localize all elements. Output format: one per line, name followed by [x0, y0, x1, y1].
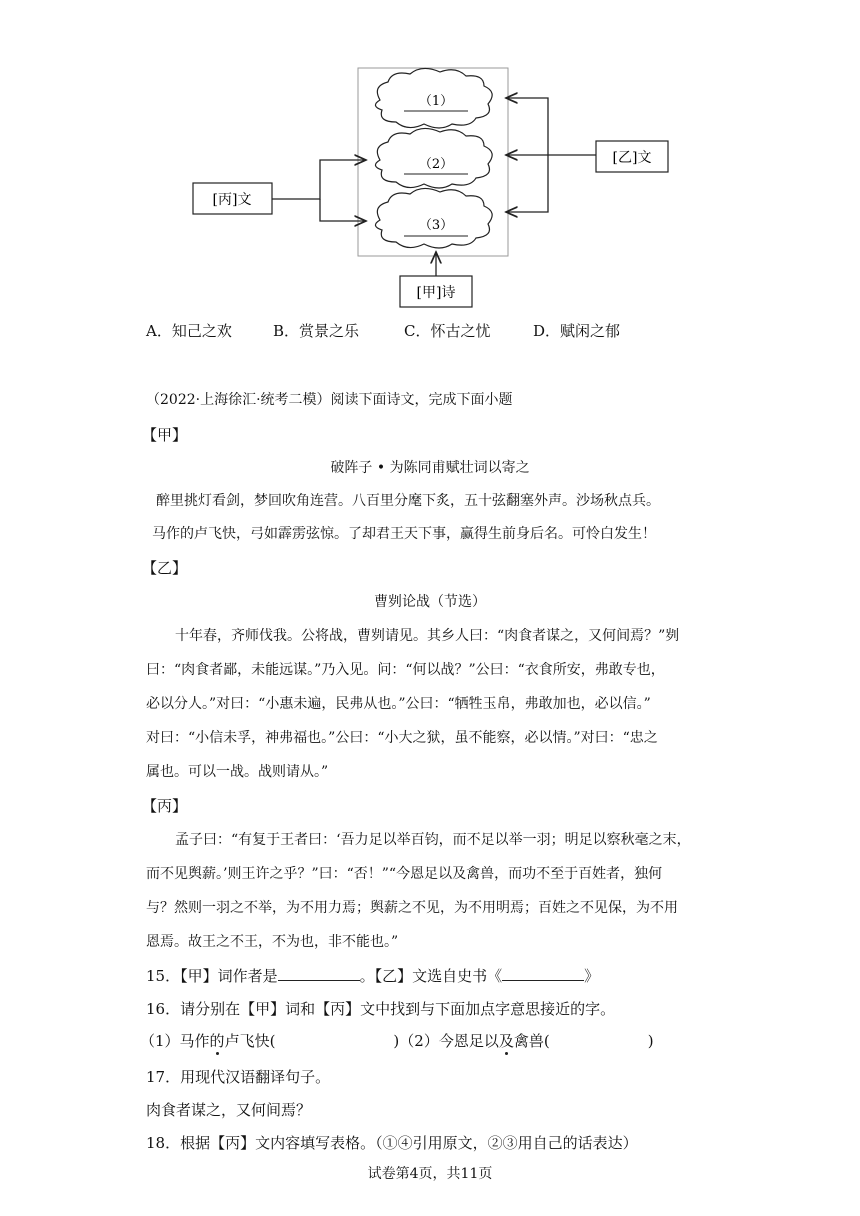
q16-sub2-dotted-char: 及 [498, 1032, 514, 1050]
essay-title: 曹刿论战（节选） [374, 594, 486, 610]
question-16-subparts [140, 1030, 654, 1051]
cloud-label-3: （3） [418, 218, 454, 233]
q15-blank-author[interactable] [278, 966, 360, 981]
q16-close: ) [647, 1032, 654, 1050]
yi-line-1: 十年春，齐师伐我。公将战，曹刿请见。其乡人曰：“肉食者谋之，又何间焉？”刿 [175, 628, 680, 644]
q15-part2: 。【乙】文选自史书《 [359, 967, 503, 985]
yi-line-4: 对曰：“小信未孚，神弗福也。”公曰：“小大之狱，虽不能察，必以情。”对曰：“忠之 [146, 730, 658, 746]
bing-line-3: 与？然则一羽之不举，为不用力焉；舆薪之不见，为不用明焉；百姓之不见保，为不用 [146, 900, 678, 916]
bing-line-1: 孟子曰：“有复于王者曰：‘吾力足以举百钧，而不足以举一羽；明足以察秋毫之末， [175, 832, 691, 848]
q15-part3: 》 [584, 967, 600, 985]
question-17-sentence: 肉食者谋之，又何间焉？ [146, 1101, 312, 1119]
question-17: 17．用现代汉语翻译句子。 [146, 1068, 331, 1086]
right-box-label: [乙]文 [612, 150, 652, 166]
bing-line-4: 恩焉。故王之不王，不为也，非不能也。” [146, 934, 399, 950]
choice-b: B．赏景之乐 [273, 322, 360, 340]
choice-c: C．怀古之忧 [404, 322, 491, 340]
yi-line-3: 必以分人。”对曰：“小惠未遍，民弗从也。”公曰：“牺牲玉帛，弗敢加也，必以信。” [146, 696, 651, 712]
choice-a: A．知己之欢 [146, 322, 232, 340]
arrow-left-to-3 [320, 199, 366, 221]
intro-text: （2022·上海徐汇·统考二模）阅读下面诗文，完成下面小题 [146, 392, 513, 408]
arrow-left-to-2 [272, 160, 366, 199]
poem-line-1: 醉里挑灯看剑，梦回吹角连营。八百里分麾下炙，五十弦翻塞外声。沙场秋点兵。 [156, 493, 660, 509]
arrow-right-to-1 [506, 98, 596, 155]
arrow-right-to-3 [506, 155, 548, 212]
yi-line-2: 曰：“肉食者鄙，未能远谋。”乃入见。问：“何以战？”公曰：“衣食所安，弗敢专也， [146, 662, 665, 678]
poem-title: 破阵子 • 为陈同甫赋壮词以寄之 [330, 460, 530, 476]
yi-line-5: 属也。可以一战。战则请从。” [146, 764, 329, 780]
q16-sub1-post: 卢飞快( [224, 1032, 276, 1050]
choice-d: D．赋闲之郁 [533, 322, 621, 340]
page-footer: 试卷第4页，共11页 [367, 1166, 493, 1182]
bottom-box-label: [甲]诗 [416, 285, 456, 301]
q15-blank-book[interactable] [502, 966, 584, 981]
question-15 [146, 965, 599, 986]
question-16: 16．请分别在【甲】词和【丙】文中找到与下面加点字意思接近的字。 [146, 1000, 616, 1018]
q16-sub2-pre: )（2）今恩足以 [393, 1032, 499, 1050]
q16-sub2-post: 禽兽( [513, 1032, 550, 1050]
left-box-label: [丙]文 [212, 192, 252, 208]
cloud-label-2: （2） [418, 157, 454, 172]
relationship-diagram [0, 0, 860, 320]
q15-part1: 15．【甲】词作者是 [146, 967, 278, 985]
cloud-label-1: （1） [418, 94, 454, 109]
section-jia-label: 【甲】 [142, 426, 188, 444]
section-yi-label: 【乙】 [142, 559, 188, 577]
q16-sub1-dotted-char: 的 [209, 1032, 225, 1050]
question-18: 18．根据【丙】文内容填写表格。（①④引用原文，②③用自己的话表达） [146, 1134, 638, 1152]
section-bing-label: 【丙】 [142, 797, 188, 815]
poem-line-2: 马作的卢飞快，弓如霹雳弦惊。了却君王天下事，赢得生前身后名。可怜白发生！ [152, 526, 656, 542]
q16-sub1-pre: （1）马作 [140, 1032, 210, 1050]
bing-line-2: 而不见舆薪。’则王许之乎？”曰：“否！”“今恩足以及禽兽，而功不至于百姓者，独何 [146, 866, 663, 882]
